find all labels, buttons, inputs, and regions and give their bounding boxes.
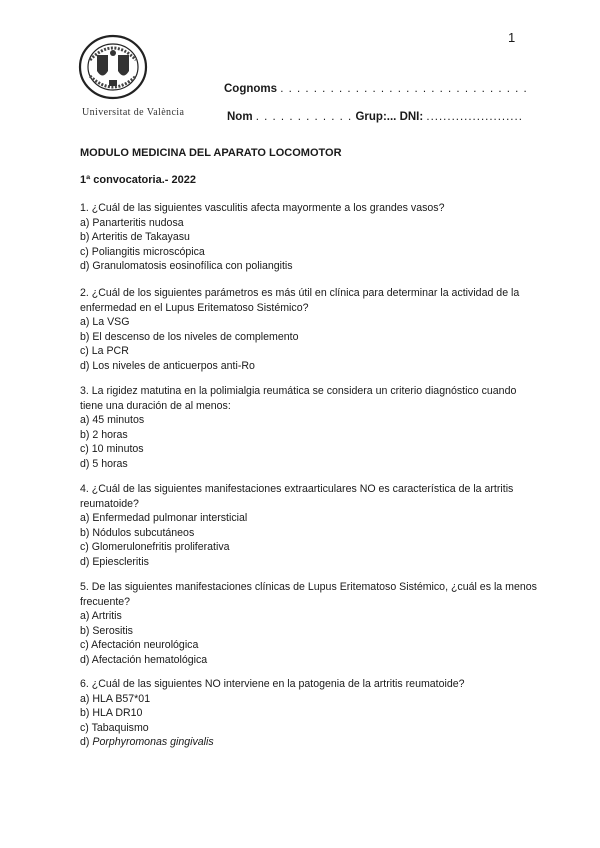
option-c: c) Poliangitis microscópica (80, 245, 205, 258)
option-a: a) 45 minutos (80, 414, 145, 427)
nom-dots[interactable]: . . . . . . . . . . . . (255, 111, 353, 123)
option-b: b) Nódulos subcutáneos (80, 526, 195, 539)
university-seal-icon (78, 34, 148, 100)
question-text-cont: frecuente? (80, 595, 131, 608)
question-text-cont: reumatoide? (80, 497, 139, 510)
option-d: d) Epiescleritis (80, 555, 149, 568)
question-text: 4. ¿Cuál de las siguientes manifestaciones extraarticulares NO es característica de la artritis (80, 483, 514, 495)
option-c: c) La PCR (80, 345, 129, 358)
cognoms-label: Cognoms (224, 83, 278, 95)
nom-label: Nom (227, 111, 253, 123)
cognoms-dots: . . . . . . . . . . . . . . . . . . . . . . . . . . . . . . (280, 83, 528, 95)
question-text: 6. ¿Cuál de las siguientes NO interviene en la patogenia de la artritis reumatoide? (80, 678, 465, 690)
module-title: MODULO MEDICINA DEL APARATO LOCOMOTOR (80, 147, 342, 159)
page-number: 1 (508, 30, 516, 45)
option-a: a) HLA B57*01 (80, 692, 151, 705)
option-a: a) Panarteritis nudosa (80, 216, 184, 229)
cognoms-field[interactable] (224, 83, 528, 95)
option-d: d) 5 horas (80, 457, 128, 470)
convocatoria: 1ª convocatoria.- 2022 (80, 174, 196, 186)
question-text: 5. De las siguientes manifestaciones clínicas de Lupus Eritematoso Sistémico, ¿cuál es la menos (80, 581, 537, 593)
option-d: d) Granulomatosis eosinofílica con poliangitis (80, 260, 293, 273)
nom-grup-dni-row (227, 111, 523, 123)
question-text: 1. ¿Cuál de las siguientes vasculitis afecta mayormente a los grandes vasos? (80, 202, 445, 214)
option-d-italic: Porphyromonas gingivalis (92, 736, 214, 749)
question-4 (80, 482, 513, 570)
option-b: b) El descenso de los niveles de complemento (80, 330, 299, 343)
option-b: b) HLA DR10 (80, 707, 143, 720)
question-5 (80, 580, 537, 668)
option-c: c) Tabaquismo (80, 721, 149, 734)
option-c: c) Afectación neurológica (80, 639, 199, 652)
option-d: d) Los niveles de anticuerpos anti-Ro (80, 359, 255, 372)
option-c: c) 10 minutos (80, 443, 144, 456)
question-text-cont: enfermedad en el Lupus Eritematoso Sistémico? (80, 301, 309, 314)
option-c: c) Glomerulonefritis proliferativa (80, 541, 230, 554)
dni-label: DNI: (399, 111, 424, 123)
question-1 (80, 201, 445, 274)
option-b: b) Arteritis de Takayasu (80, 231, 190, 244)
option-d (80, 735, 465, 750)
question-3 (80, 384, 516, 472)
option-a: a) Enfermedad pulmonar intersticial (80, 512, 248, 525)
question-text-cont: tiene una duración de al menos: (80, 399, 231, 412)
option-d-prefix: d) (80, 736, 93, 749)
option-b: b) Serositis (80, 624, 133, 637)
question-text: 3. La rigidez matutina en la polimialgia reumática se considera un criterio diagnóstico cuando (80, 385, 517, 397)
grup-label[interactable]: Grup:... (355, 111, 397, 123)
university-name: Universitat de València (82, 107, 185, 118)
question-2 (80, 286, 519, 374)
option-b: b) 2 horas (80, 428, 128, 441)
dni-dots[interactable]: ....................... (426, 111, 523, 123)
option-a: a) La VSG (80, 316, 130, 329)
question-text: 2. ¿Cuál de los siguientes parámetros es más útil en clínica para determinar la actividad de la (80, 287, 520, 299)
question-6 (80, 677, 465, 750)
option-a: a) Artritis (80, 610, 122, 623)
option-d: d) Afectación hematológica (80, 653, 208, 666)
